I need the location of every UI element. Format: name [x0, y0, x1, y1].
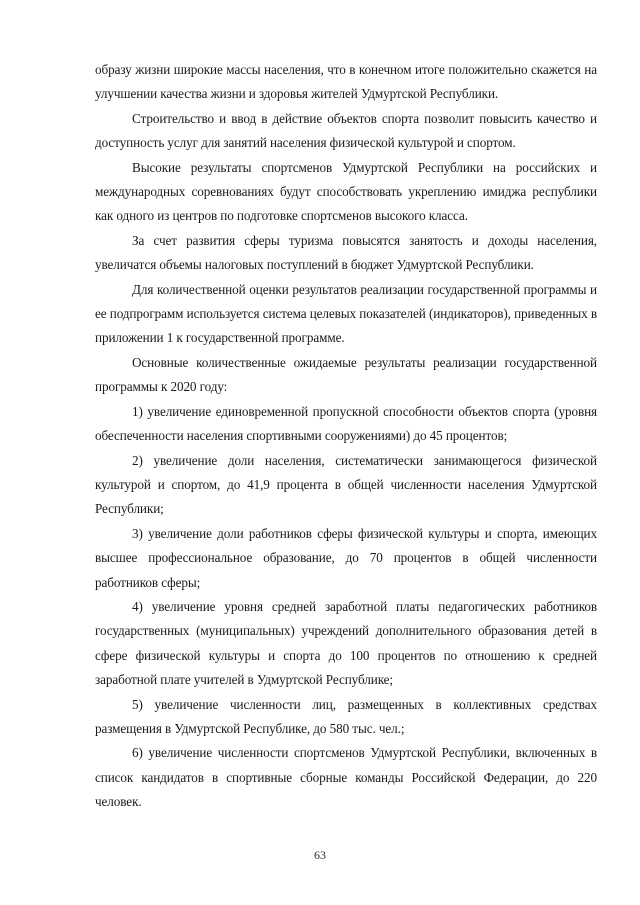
paragraph: Строительство и ввод в действие объектов спорта позволит повысить качество и доступность услуг для занятий населения физической культурой и спортом.: [95, 110, 597, 151]
list-item: 4) увеличение уровня средней заработной платы педагогических работников государственных (муниципальных) учреждений дополнительного образования детей в сфере физической культуры и спорта до 100 процентов по отношению к средней заработной плате учителей в Удмуртской Республике;: [95, 598, 597, 688]
paragraph: Основные количественные ожидаемые результаты реализации государственной программы к 2020 году:: [95, 354, 597, 395]
paragraph: Для количественной оценки результатов реализации государственной программы и ее подпрограмм используется система целевых показателей (индикаторов), приведенных в приложении 1 к государственной программе.: [95, 281, 597, 346]
body-text: [95, 58, 597, 815]
list-item: 1) увеличение единовременной пропускной способности объектов спорта (уровня обеспеченности населения спортивными сооружениями) до 45 процентов;: [95, 403, 597, 444]
list-item: 6) увеличение численности спортсменов Удмуртской Республики, включенных в список кандидатов в спортивные сборные команды Российской Федерации, до 220 человек.: [95, 745, 597, 810]
paragraph: образу жизни широкие массы населения, что в конечном итоге положительно скажется на улучшении качества жизни и здоровья жителей Удмуртской Республики.: [95, 62, 597, 102]
page-number: 63: [314, 848, 326, 862]
list-item: 3) увеличение доли работников сферы физической культуры и спорта, имеющих высшее профессиональное образование, до 70 процентов в общей численности работников сферы;: [95, 525, 597, 590]
paragraph: За счет развития сферы туризма повысятся занятость и доходы населения, увеличатся объемы налоговых поступлений в бюджет Удмуртской Республики.: [95, 232, 597, 273]
paragraph: Высокие результаты спортсменов Удмуртской Республики на российских и международных соревнованиях будут способствовать укреплению имиджа республики как одного из центров по подготовке спортсменов высокого класса.: [95, 159, 597, 224]
list-item: 2) увеличение доли населения, систематически занимающегося физической культурой и спортом, до 41,9 процента в общей численности населения Удмуртской Республики;: [95, 452, 597, 517]
list-item: 5) увеличение численности лиц, размещенных в коллективных средствах размещения в Удмуртской Республике, до 580 тыс. чел.;: [95, 696, 597, 736]
